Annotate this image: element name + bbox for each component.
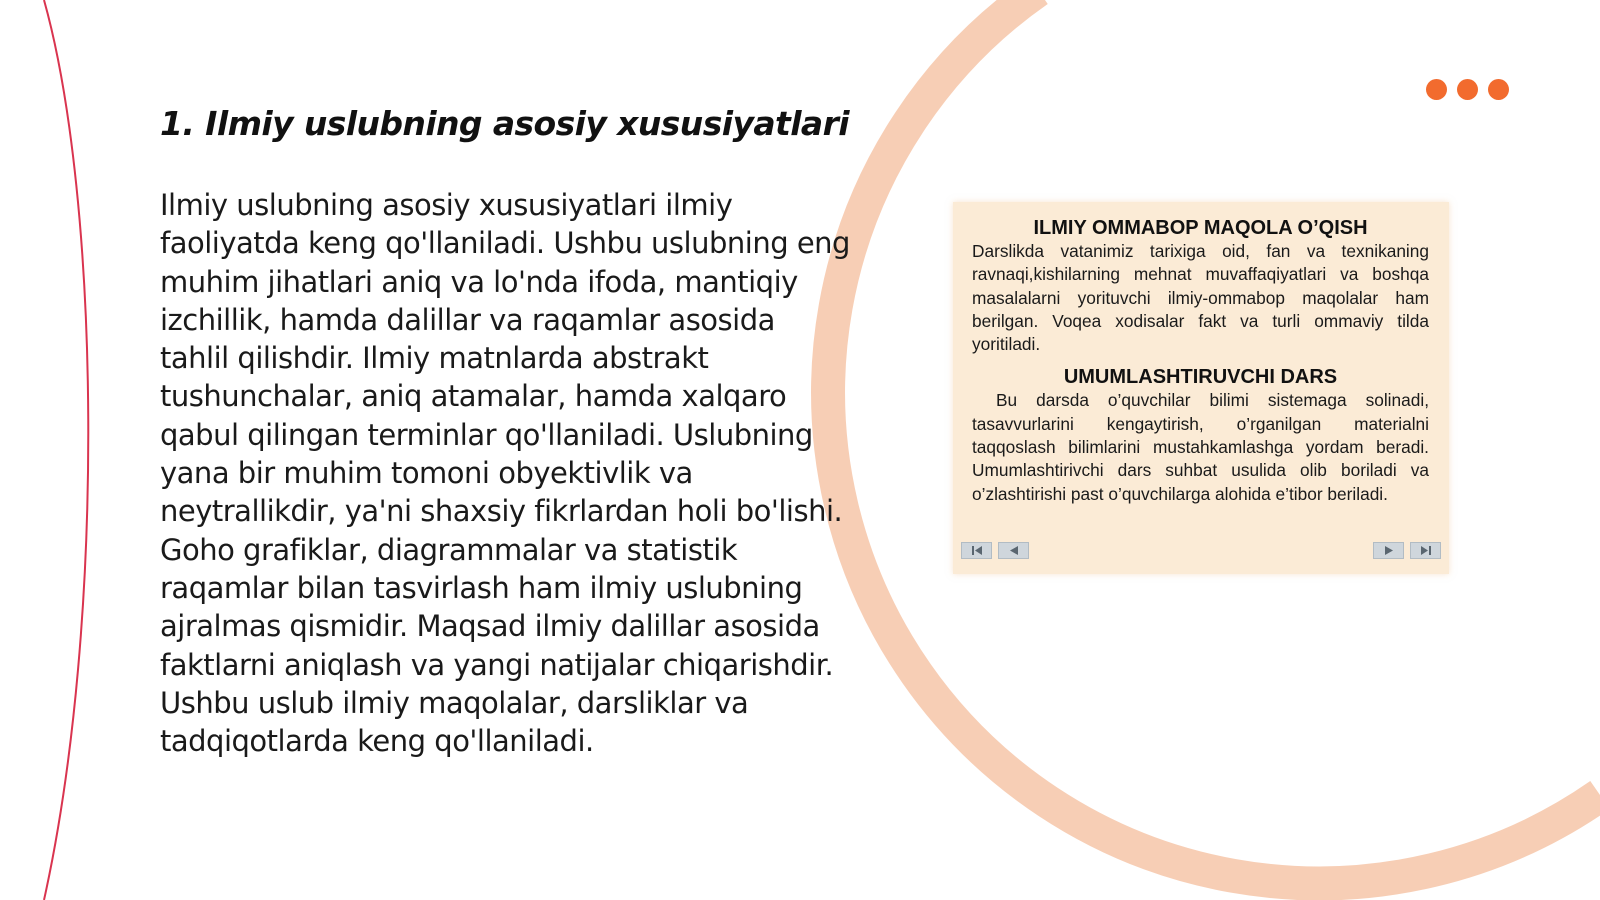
page-navigation — [961, 542, 1441, 560]
orange-dot — [1457, 79, 1478, 100]
left-curve-line — [44, 0, 88, 900]
last-page-icon — [1417, 545, 1435, 556]
section-heading-ilmiy-ommabop: ILMIY OMMABOP MAQOLA O’QISH — [1033, 217, 1368, 239]
next-page-icon — [1380, 545, 1398, 556]
nav-group-forward — [1373, 542, 1441, 560]
previous-page-button[interactable] — [998, 542, 1029, 559]
section-heading-umumlashtiruvchi: UMUMLASHTIRUVCHI DARS — [1063, 366, 1338, 389]
slide-body-text: Ilmiy uslubning asosiy xususiyatlari ilmiy faoliyatda keng qo'llaniladi. Ushbu uslubning eng muhim jihatlari aniq va lo'nda ifoda, mantiqiy izchillik, hamda dalillar va raqamlar asosida tahlil qilishdir. Ilmiy matnlarda abstrakt tushunchalar, aniq atamalar, hamda xalqaro qabul qilingan terminlar qo'llaniladi. Uslubning yana bir muhim tomoni obyektivlik va neytrallikdir, ya'ni shaxsiy fikrlardan holi bo'lishi. Goho grafiklar, diagrammalar va statistik raqamlar bilan tasvirlash ham ilmiy uslubning ajralmas qismidir. Maqsad ilmiy dalillar asosida faktlarni aniqlash va yangi natijalar chiqarishdir. Ushbu uslub ilmiy maqolalar, darsliklar va tadqiqotlarda keng qo'llaniladi. — [160, 188, 850, 759]
decorative-dots — [1426, 79, 1509, 100]
first-page-icon — [968, 545, 986, 556]
last-page-button[interactable] — [1410, 542, 1441, 559]
orange-dot — [1426, 79, 1447, 100]
next-page-button[interactable] — [1373, 542, 1404, 559]
slide-title: 1. Ilmiy uslubning asosiy xususiyatlari — [160, 104, 849, 143]
first-page-button[interactable] — [961, 542, 992, 559]
textbook-page-image — [953, 202, 1449, 574]
nav-group-back — [961, 542, 1029, 560]
previous-page-icon — [1005, 545, 1023, 556]
orange-dot — [1488, 79, 1509, 100]
section-text-umumlashtiruvchi: Bu darsda o’quvchilar bilimi sistemaga solinadi, tasavvurlarini kengaytirish, o’rganilgan materialni taqqoslash bilimlarini mustahkamlashga yordam beradi. Umumlashtirivchi dars suhbat usulida olib boriladi va o’zlashtirishi past o’quvchilarga alohida e’tibor beriladi. — [972, 390, 1429, 504]
section-text-ilmiy-ommabop: Darslikda vatanimiz tarixiga oid, fan va texnikaning ravnaqi,kishilarning mehnat muvaffaqiyatlari va boshqa masalalarni yorituvchi ilmiy-ommabop maqolalar ham berilgan. Voqea xodisalar fakt va turli ommaviy tilda yoritiladi. — [972, 241, 1429, 355]
